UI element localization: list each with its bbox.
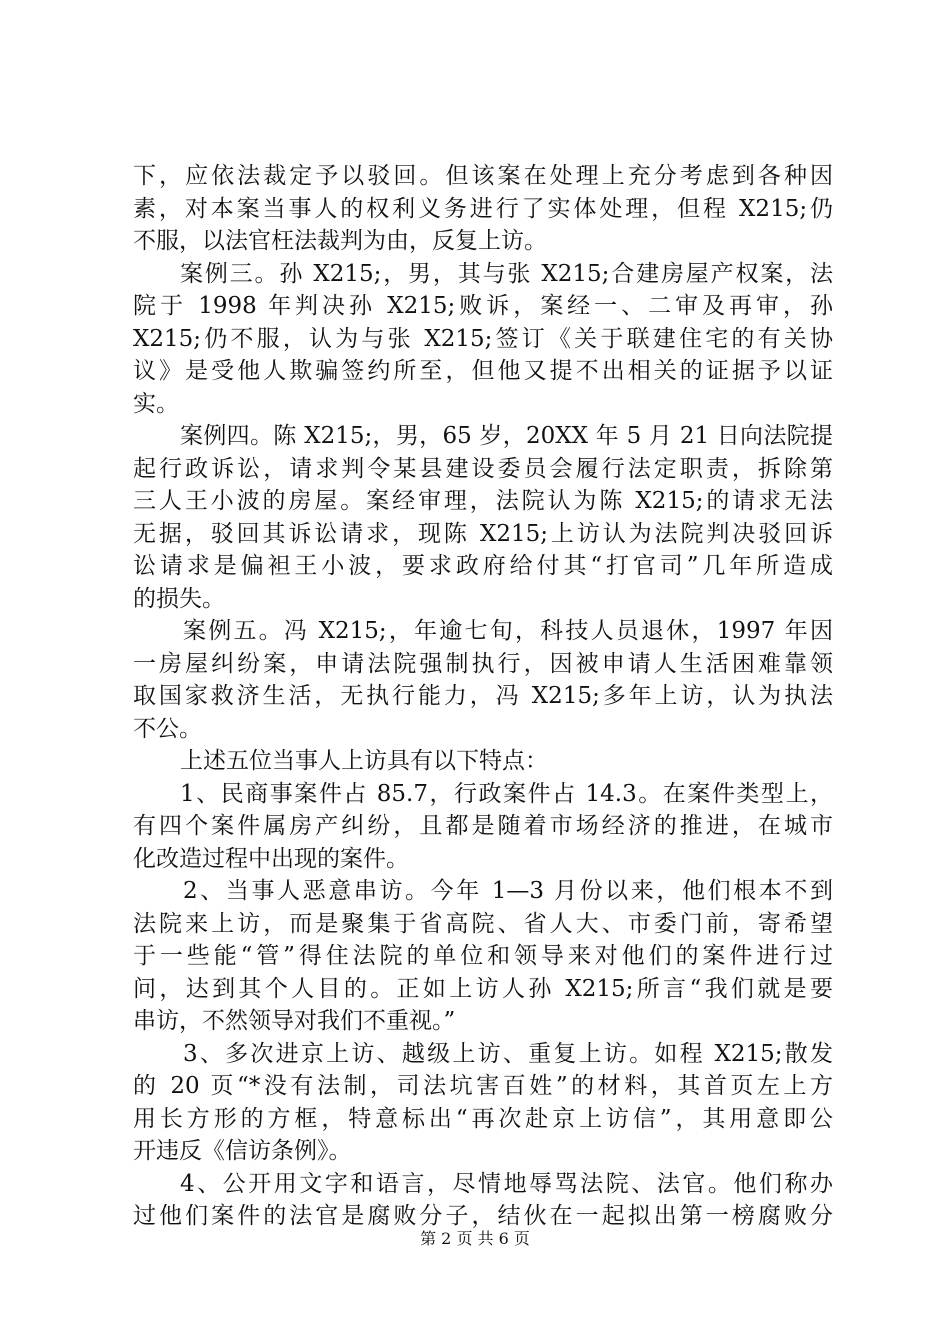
text-line: X215;仍不服，认为与张 X215;签订《关于联建住宅的有关协 (133, 325, 833, 352)
text-line: 不公。 (133, 715, 202, 742)
text-line: 不服，以法官枉法裁判为由，反复上访。 (133, 228, 547, 254)
text-line: 上述五位当事人上访具有以下特点： (180, 748, 548, 774)
text-line: 串访，不然领导对我们不重视。” (133, 1008, 456, 1034)
text-line: 起行政诉讼，请求判令某县建设委员会履行法定职责，拆除第 (133, 455, 833, 482)
text-line: 4、公开用文字和语言，尽情地辱骂法院、法官。他们称办 (180, 1170, 833, 1197)
page-footer: 第 2 页 共 6 页 (420, 1229, 530, 1248)
text-line: 2、当事人恶意串访。今年 1—3 月份以来，他们根本不到 (183, 878, 833, 904)
text-line: 法院来上访，而是聚集于省高院、省人大、市委门前，寄希望 (133, 910, 833, 937)
text-line: 问，达到其个人目的。正如上访人孙 X215;所言“我们就是要 (133, 975, 833, 1002)
text-line: 3、多次进京上访、越级上访、重复上访。如程 X215;散发 (183, 1040, 833, 1067)
text-line: 用长方形的方框，特意标出“再次赴京上访信”，其用意即公 (133, 1105, 833, 1132)
text-line: 院于 1998 年判决孙 X215;败诉，案经一、二审及再审，孙 (133, 293, 833, 319)
text-line: 素，对本案当事人的权利义务进行了实体处理，但程 X215;仍 (133, 195, 833, 222)
text-line: 取国家救济生活，无执行能力，冯 X215;多年上访，认为执法 (133, 683, 833, 709)
text-line: 三人王小波的房屋。案经审理，法院认为陈 X215;的请求无法 (133, 488, 833, 514)
text-line: 案例五。冯 X215;，年逾七旬，科技人员退休，1997 年因 (183, 618, 833, 644)
text-line: 化改造过程中出现的案件。 (133, 845, 409, 872)
text-line: 议》是受他人欺骗签约所至，但他又提不出相关的证据予以证 (133, 358, 833, 384)
text-line: 案例四。陈 X215;，男，65 岁，20XX 年 5 月 21 日向法院提 (180, 423, 833, 449)
text-line: 讼请求是偏袒王小波，要求政府给付其“打官司”几年所造成 (133, 553, 833, 579)
text-line: 1、民商事案件占 85.7，行政案件占 14.3。在案件类型上， (180, 780, 833, 807)
text-line: 案例三。孙 X215;，男，其与张 X215;合建房屋产权案，法 (180, 260, 833, 287)
text-line: 有四个案件属房产纠纷，且都是随着市场经济的推进，在城市 (133, 813, 833, 839)
text-line: 开违反《信访条例》。 (133, 1138, 352, 1164)
text-line: 过他们案件的法官是腐败分子，结伙在一起拟出第一榜腐败分 (133, 1203, 833, 1229)
text-line: 无据，驳回其诉讼请求，现陈 X215;上访认为法院判决驳回诉 (133, 520, 833, 547)
document-body (133, 160, 833, 1233)
text-line: 一房屋纠纷案，申请法院强制执行，因被申请人生活困难靠领 (133, 650, 833, 677)
text-line: 下，应依法裁定予以驳回。但该案在处理上充分考虑到各种因 (133, 163, 833, 189)
text-line: 的 20 页“*没有法制，司法坑害百姓”的材料，其首页左上方 (133, 1073, 833, 1099)
text-line: 于一些能“管”得住法院的单位和领导来对他们的案件进行过 (133, 943, 833, 969)
text-line: 的损失。 (133, 585, 225, 612)
text-line: 实。 (133, 390, 179, 417)
